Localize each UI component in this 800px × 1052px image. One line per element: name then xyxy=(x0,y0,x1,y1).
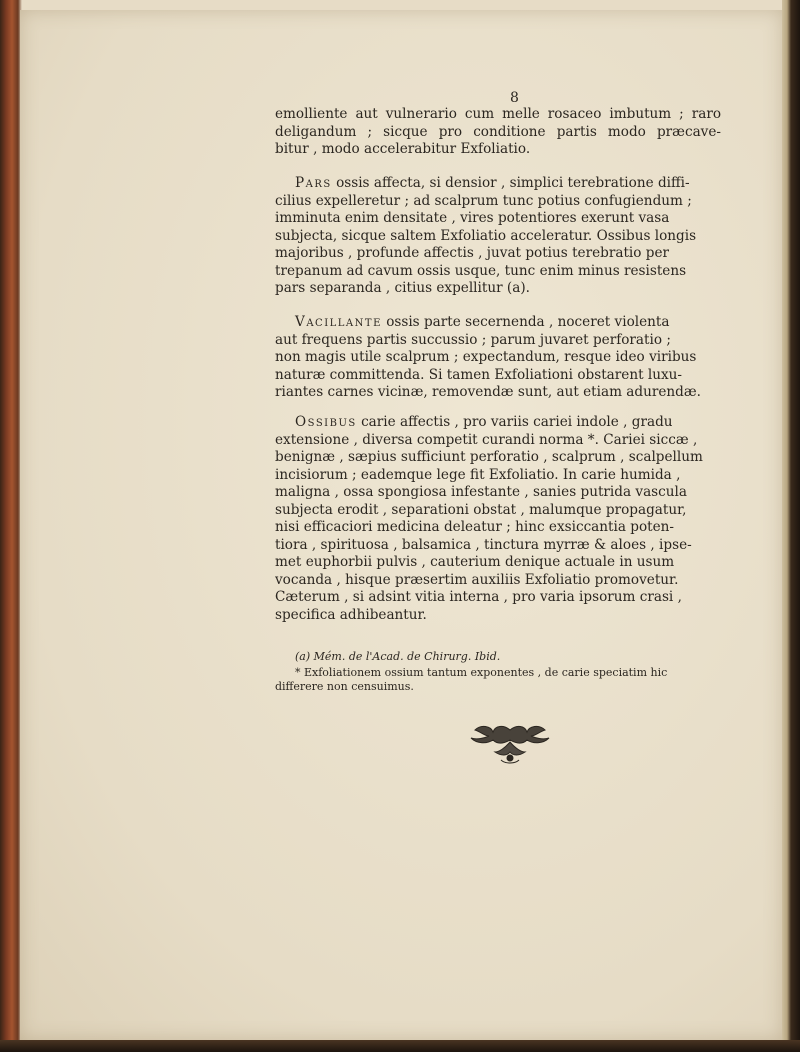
footnote-a xyxy=(275,650,721,664)
text-line: ossis affecta, si densior , simplici terebratione diffi- xyxy=(331,175,690,191)
text-line: extensione , diversa competit curandi norma *. Cariei siccæ , xyxy=(275,431,698,448)
paragraph-4 xyxy=(275,414,721,624)
text-line: imminuta enim densitate , vires potentiores exerunt vasa xyxy=(275,210,670,226)
text-line: aut frequens partis succussio ; parum juvaret perforatio ; xyxy=(275,331,671,348)
text-line: incisiorum ; eademque lege fit Exfoliatio. In carie humida , xyxy=(275,466,681,483)
text-line: riantes carnes vicinæ, removendæ sunt, aut etiam adurendæ. xyxy=(275,384,701,400)
text-line: vocanda , hisque præsertim auxiliis Exfoliatio promovetur. xyxy=(275,571,679,588)
lead-word: Vacillante xyxy=(295,314,382,330)
text-line: met euphorbii pulvis , cauterium denique actuale in usum xyxy=(275,554,675,570)
lead-word: Ossibus xyxy=(295,414,357,430)
text-line: trepanum ad cavum ossis usque, tunc enim minus resistens xyxy=(275,262,687,279)
book-page xyxy=(20,10,782,1040)
text-line: specifica adhibeantur. xyxy=(275,606,427,623)
text-line: cilius expelleretur ; ad scalprum tunc potius confugiendum ; xyxy=(275,192,692,209)
text-line: majoribus , profunde affectis , juvat potius terebratio per xyxy=(275,245,669,261)
paragraph-1 xyxy=(275,106,721,159)
text-line: deligandum ; sicque pro conditione partis modo præcave- xyxy=(275,123,721,140)
footnote-line: differere non censuimus. xyxy=(275,680,414,693)
paragraph-2 xyxy=(275,175,721,298)
text-line: tiora , spirituosa , balsamica , tinctura myrræ & aloes , ipse- xyxy=(275,536,692,553)
book-edge-right xyxy=(782,0,800,1052)
text-line: benignæ , sæpius sufficiunt perforatio , scalprum , scalpellum xyxy=(275,449,703,465)
text-line: maligna , ossa spongiosa infestante , sanies putrida vascula xyxy=(275,484,687,500)
footnote-line: * Exfoliationem ossium tantum exponentes , de carie speciatim hic xyxy=(295,666,668,679)
text-line: subjecta, sicque saltem Exfoliatio acceleratur. Ossibus longis xyxy=(275,227,697,244)
text-line: nisi efficaciori medicina deleatur ; hinc exsiccantia poten- xyxy=(275,519,675,535)
text-line: ossis parte secernenda , noceret violenta xyxy=(381,314,670,330)
text-line: subjecta erodit , separationi obstat , malumque propagatur, xyxy=(275,501,687,518)
text-line: Cæterum , si adsint vitia interna , pro varia ipsorum crasi , xyxy=(275,589,682,605)
printers-ornament-icon xyxy=(465,722,555,766)
text-line: emolliente aut vulnerario cum melle rosaceo imbutum ; raro xyxy=(275,106,721,122)
lead-word: Pars xyxy=(295,175,332,191)
text-line: naturæ committenda. Si tamen Exfoliationi obstarent luxu- xyxy=(275,366,682,383)
text-line: bitur , modo accelerabitur Exfoliatio. xyxy=(275,141,531,157)
text-line: non magis utile scalprum ; expectandum, resque ideo viribus xyxy=(275,349,697,365)
text-line: pars separanda , citius expellitur (a). xyxy=(275,280,530,296)
footnote-line: (a) Mém. de l'Acad. de Chirurg. Ibid. xyxy=(295,650,501,663)
page-number: 8 xyxy=(510,90,519,106)
footnote-star xyxy=(275,666,721,694)
text-line: carie affectis , pro variis cariei indole , gradu xyxy=(356,414,673,430)
book-edge-bottom xyxy=(0,1040,800,1052)
paragraph-3 xyxy=(275,314,721,402)
